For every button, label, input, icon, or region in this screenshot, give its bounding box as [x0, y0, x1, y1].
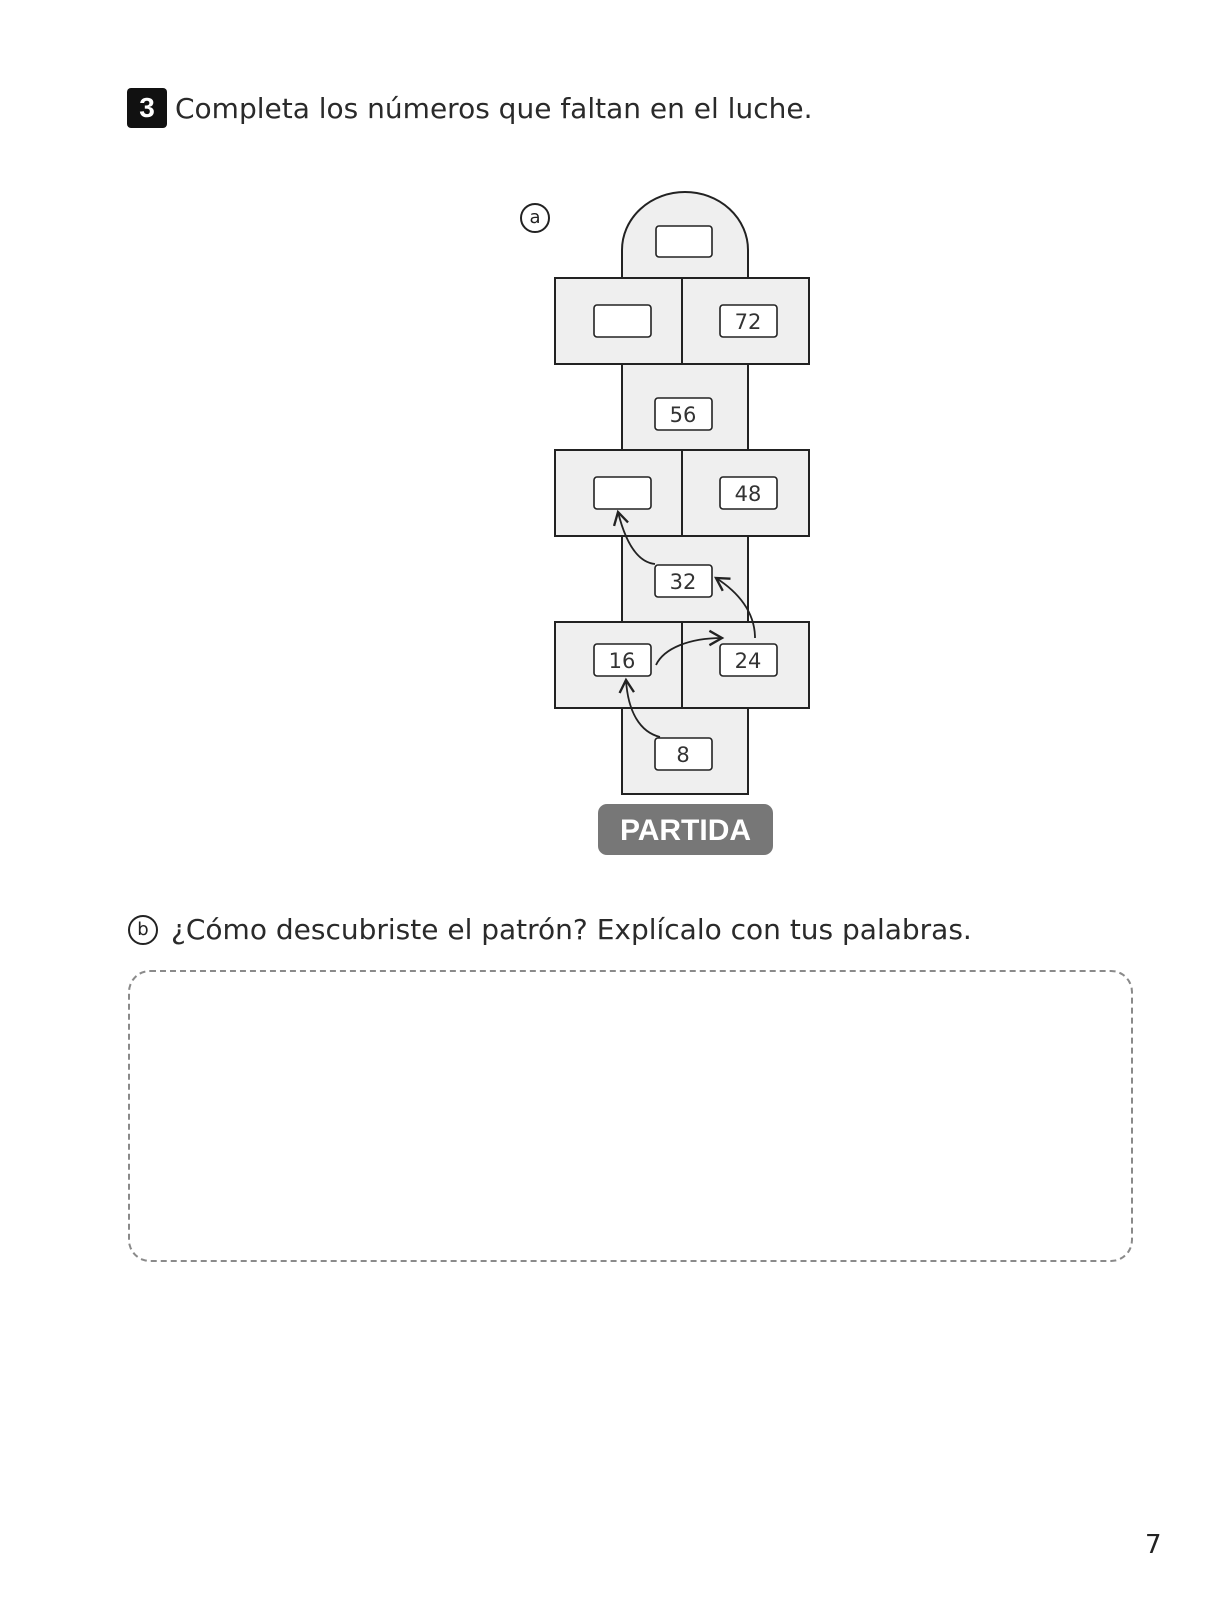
value-box-row1	[655, 738, 712, 770]
value-box-row5-left[interactable]	[594, 477, 651, 509]
part-a-marker: a	[520, 203, 550, 233]
value-text-row3-left: 16	[608, 649, 636, 673]
value-box-row7-left[interactable]	[594, 305, 651, 337]
start-badge	[598, 804, 773, 855]
exercise-number-badge: 3	[127, 88, 167, 128]
value-box-row5-right	[720, 477, 777, 509]
value-box-row4	[655, 565, 712, 597]
value-box-row6	[655, 398, 712, 430]
value-text-row6: 56	[669, 403, 697, 427]
part-b-marker: b	[128, 915, 158, 945]
value-box-row3-right	[720, 644, 777, 676]
value-box-top[interactable]	[656, 226, 712, 257]
value-text-row3-right: 24	[734, 649, 762, 673]
value-text-row7-right: 72	[734, 310, 762, 334]
page-number: 7	[1145, 1530, 1162, 1560]
value-box-row3-left	[594, 644, 651, 676]
part-b-question: ¿Cómo descubriste el patrón? Explícalo con tus palabras.	[171, 913, 972, 946]
value-text-row5-right: 48	[734, 482, 762, 506]
value-box-row7-right	[720, 305, 777, 337]
answer-area[interactable]	[128, 970, 1133, 1262]
value-text-row1: 8	[676, 743, 690, 767]
value-text-row4: 32	[669, 570, 697, 594]
start-label: PARTIDA	[619, 814, 752, 847]
exercise-instruction: Completa los números que faltan en el luche.	[175, 92, 813, 125]
